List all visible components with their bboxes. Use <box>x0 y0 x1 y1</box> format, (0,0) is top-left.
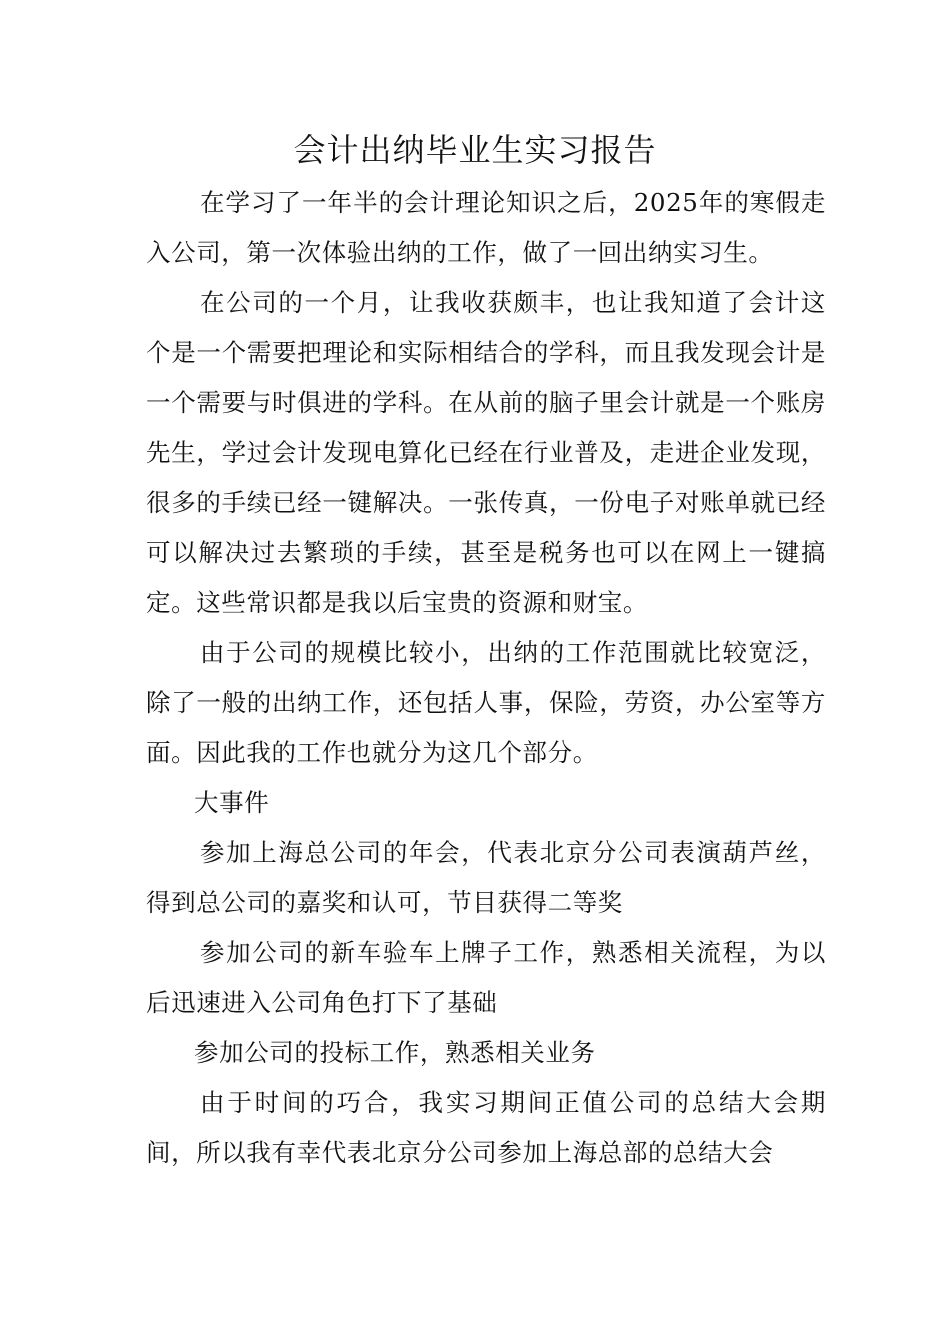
paragraph-summary-meeting: 由于时间的巧合，我实习期间正值公司的总结大会期间，所以我有幸代表北京分公司参加上海总部的总结大会 <box>146 1088 826 1167</box>
document-title: 会计出纳毕业生实习报告 <box>293 131 657 169</box>
document-body <box>146 178 826 1178</box>
paragraph-annual-meeting: 参加上海总公司的年会，代表北京分公司表演葫芦丝，得到总公司的嘉奖和认可，节目获得二等奖 <box>146 838 826 917</box>
paragraph-work-scope: 由于公司的规模比较小，出纳的工作范围就比较宽泛，除了一般的出纳工作，还包括人事，保险，劳资，办公室等方面。因此我的工作也就分为这几个部分。 <box>146 638 826 767</box>
paragraph-intro: 在学习了一年半的会计理论知识之后，2025年的寒假走入公司，第一次体验出纳的工作，做了一回出纳实习生。 <box>146 188 826 267</box>
paragraph-bidding: 参加公司的投标工作，熟悉相关业务 <box>194 1038 596 1067</box>
section-heading-events: 大事件 <box>194 788 270 817</box>
paragraph-vehicle-registration: 参加公司的新车验车上牌子工作，熟悉相关流程，为以后迅速进入公司角色打下了基础 <box>146 938 826 1017</box>
paragraph-one-month: 在公司的一个月，让我收获颇丰，也让我知道了会计这个是一个需要把理论和实际相结合的学科，而且我发现会计是一个需要与时俱进的学科。在从前的脑子里会计就是一个账房先生，学过会计发现电算化已经在行业普及，走进企业发现，很多的手续已经一键解决。一张传真，一份电子对账单就已经可以解决过去繁琐的手续，甚至是税务也可以在网上一键搞定。这些常识都是我以后宝贵的资源和财宝。 <box>146 288 826 617</box>
